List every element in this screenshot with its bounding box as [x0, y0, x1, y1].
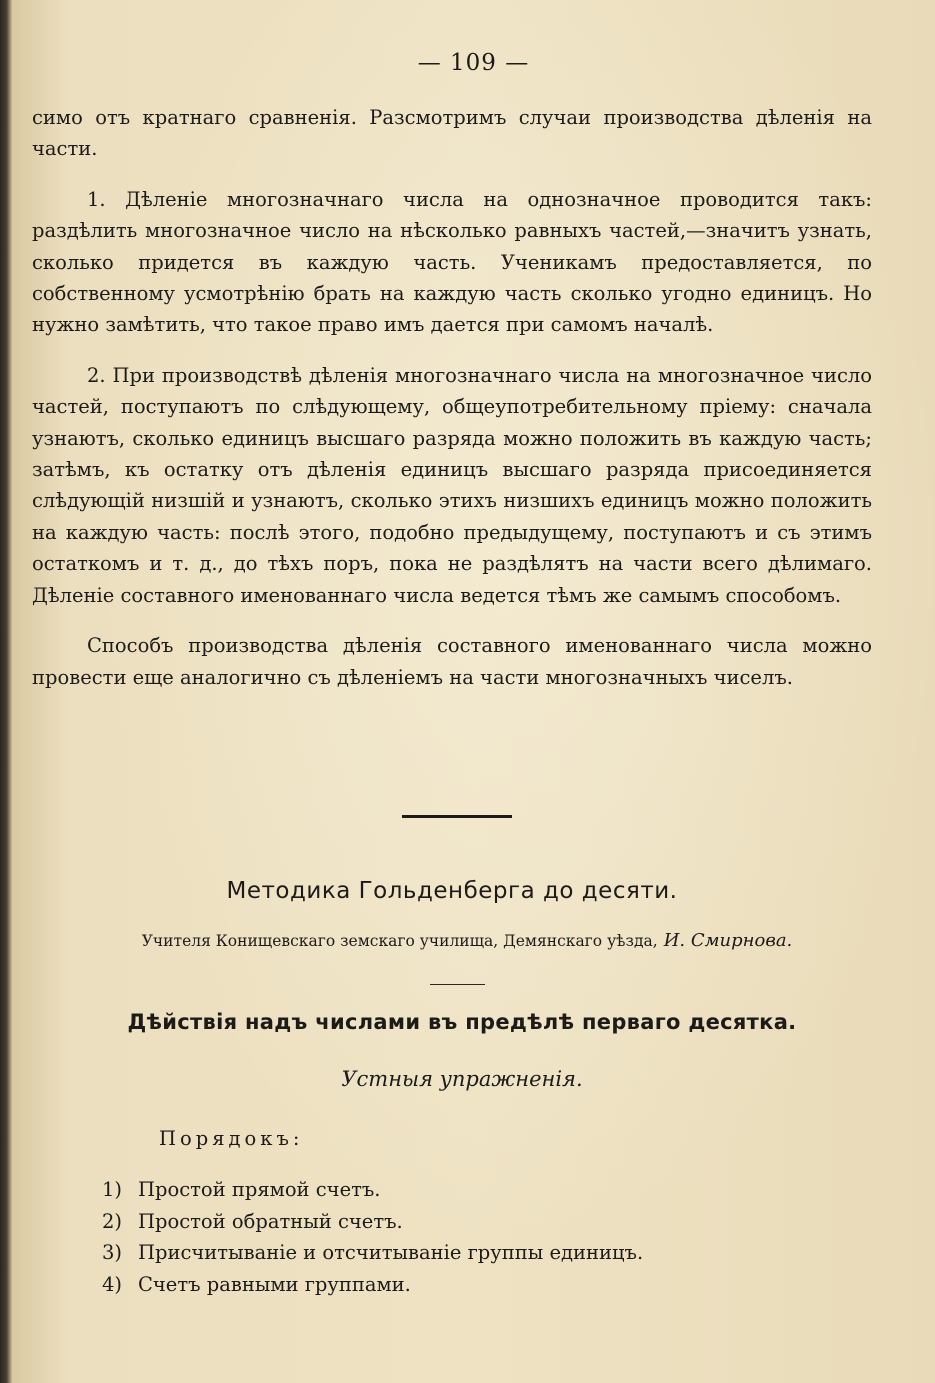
page-number: — 109 —	[417, 50, 530, 76]
paragraph-1: 1. Дѣленіе многозначнаго числа на однозначное проводится такъ: раздѣлить многозначное число на нѣсколько равныхъ частей,—значитъ узнать, сколько придется въ каждую часть. Ученикамъ предоставляется, по собственному усмотрѣнію брать на каждую часть сколько угодно единицъ. Но нужно замѣтить, что такое право имъ дается при самомъ началѣ.	[32, 187, 872, 337]
list-item	[102, 1237, 643, 1269]
title-divider-rule	[430, 984, 485, 985]
order-list	[102, 1174, 643, 1300]
list-item-number: 2)	[102, 1209, 123, 1233]
author-line	[12, 930, 922, 951]
order-label: Порядокъ:	[159, 1127, 304, 1150]
book-page	[12, 0, 935, 1383]
author-prefix: Учителя Конищевскаго земскаго училища, Демянскаго уѣзда,	[141, 932, 658, 950]
book-binding-edge	[0, 0, 12, 1383]
list-item-text: Счетъ равными группами.	[138, 1272, 411, 1296]
list-item-number: 3)	[102, 1241, 123, 1264]
list-item	[102, 1206, 643, 1238]
paragraph-2: 2. При производствѣ дѣленія многозначнаго числа на многозначное число частей, поступаютъ по слѣдующему, общеупотребительному пріему: сначала узнаютъ, сколько единицъ высшаго разряда можно положить въ каждую часть; затѣмъ, къ остатку отъ дѣленія единицъ высшаго разряда присоединяется слѣдующій низшій и узнаютъ, сколько этихъ низшихъ единицъ можно положить на каждую часть: послѣ этого, подобно предыдущему, поступаютъ и съ этимъ остаткомъ и т. д., до тѣхъ поръ, пока не раздѣлятъ на части всего дѣлимаго. Дѣленіе составного именованнаго числа ведется тѣмъ же самымъ способомъ.	[32, 363, 872, 607]
list-item-text: Простой обратный счетъ.	[138, 1209, 403, 1233]
list-item-number: 1)	[102, 1178, 123, 1201]
section-title: Методика Гольденберга до десяти.	[226, 878, 678, 904]
author-name: И. Смирнова.	[663, 930, 793, 951]
italic-heading: Устныя упражненія.	[341, 1067, 583, 1091]
list-item	[102, 1269, 643, 1301]
list-item-number: 4)	[102, 1272, 123, 1296]
section-divider-rule	[402, 815, 512, 818]
list-item-text: Простой прямой счетъ.	[138, 1178, 381, 1201]
body-text	[32, 102, 872, 712]
list-item-text: Присчитываніе и отсчитываніе группы единицъ.	[138, 1241, 644, 1264]
paragraph-3: Способъ производства дѣленія составного именованнаго числа можно провести еще аналогично съ дѣленіемъ на части многозначныхъ чиселъ.	[32, 634, 872, 689]
list-item	[102, 1174, 643, 1206]
section-subtitle: Дѣйствія надъ числами въ предѣлѣ перваго десятка.	[127, 1010, 797, 1034]
paragraph-continuation: симо отъ кратнаго сравненія. Разсмотримъ случаи производства дѣленія на части.	[32, 106, 872, 161]
